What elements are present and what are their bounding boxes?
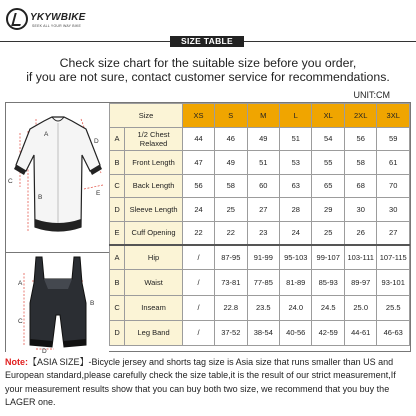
table-cell: 22 (215, 221, 247, 245)
bike-logo-icon (6, 8, 28, 30)
table-cell: 22.8 (215, 295, 247, 320)
table-row (110, 295, 410, 320)
brand-tagline: SEEK ALL YOUR WAY BIKE (32, 24, 82, 28)
table-row (110, 270, 410, 295)
table-cell: 99-107 (312, 245, 344, 270)
jersey-label-e: E (96, 190, 101, 197)
unit-label: UNIT:CM (353, 90, 390, 100)
bib-label-c: C (18, 318, 23, 325)
size-m: M (247, 104, 279, 128)
bib-label-b: B (90, 300, 95, 307)
row-letter: A (110, 245, 125, 270)
table-cell: 95-103 (280, 245, 312, 270)
table-cell: 68 (344, 174, 377, 198)
table-cell: 54 (312, 127, 344, 151)
row-letter: A (110, 127, 125, 151)
table-cell: 59 (377, 127, 410, 151)
table-cell: 89-97 (344, 270, 377, 295)
size-3xl: 3XL (377, 104, 410, 128)
table-cell: 24.0 (280, 295, 312, 320)
row-letter: D (110, 198, 125, 222)
table-cell: 28 (280, 198, 312, 222)
table-cell: 26 (344, 221, 377, 245)
note-text: 【ASIA SIZE】-Bicycle jersey and shorts tag size is Asia size that runs smaller than US and European standard,please carefully check the size table,it is the result of our strict measurement,If your measurement results show that you can buy both two size, we recommend that you buy the LAGER one. (5, 357, 396, 407)
bib-label-d: D (42, 348, 47, 353)
row-letter: B (110, 270, 125, 295)
table-cell: 25 (215, 198, 247, 222)
table-cell: 25.0 (344, 295, 377, 320)
table-cell: / (183, 270, 215, 295)
table-cell: 103-111 (344, 245, 377, 270)
table-cell: 87-95 (215, 245, 247, 270)
table-cell: 49 (247, 127, 279, 151)
row-label: Sleeve Length (125, 198, 183, 222)
table-row (110, 174, 410, 198)
table-cell: 73-81 (215, 270, 247, 295)
table-cell: 49 (215, 151, 247, 175)
table-cell: 70 (377, 174, 410, 198)
row-label: 1/2 Chest Relaxed (125, 127, 183, 151)
row-label: Hip (125, 245, 183, 270)
table-cell: 55 (312, 151, 344, 175)
table-cell: 24 (280, 221, 312, 245)
intro-line-2: if you are not sure, contact customer service for recommendations. (26, 70, 390, 84)
table-cell: 23.5 (247, 295, 279, 320)
row-label: Waist (125, 270, 183, 295)
table-cell: 27 (377, 221, 410, 245)
banner-title: SIZE TABLE (170, 36, 244, 47)
table-cell: 81-89 (280, 270, 312, 295)
table-row (110, 198, 410, 222)
table-cell: 65 (312, 174, 344, 198)
intro-line-1: Check size chart for the suitable size before you order, (59, 56, 357, 70)
bib-label-a: A (18, 280, 23, 287)
table-cell: 24 (183, 198, 215, 222)
jersey-diagram (6, 103, 109, 252)
table-cell: 22 (183, 221, 215, 245)
table-cell: / (183, 320, 215, 345)
table-row (110, 127, 410, 151)
table-cell: 42-59 (312, 320, 344, 345)
size-xl: XL (312, 104, 344, 128)
table-cell: 85-93 (312, 270, 344, 295)
size-l: L (280, 104, 312, 128)
table-cell: 44-61 (344, 320, 377, 345)
table-cell: 107-115 (377, 245, 410, 270)
table-cell: 40-56 (280, 320, 312, 345)
row-letter: D (110, 320, 125, 345)
table-row (110, 221, 410, 245)
bib-shorts-diagram (6, 252, 109, 353)
row-label: Leg Band (125, 320, 183, 345)
bib-shorts-icon (6, 253, 109, 353)
jersey-label-b: B (38, 194, 43, 201)
table-cell: 51 (280, 127, 312, 151)
size-xs: XS (183, 104, 215, 128)
brand-logo (6, 6, 86, 36)
size-table (109, 103, 410, 346)
table-cell: 38-54 (247, 320, 279, 345)
table-row (110, 245, 410, 270)
table-cell: 63 (280, 174, 312, 198)
table-cell: 29 (312, 198, 344, 222)
table-cell: 30 (344, 198, 377, 222)
jersey-label-d: D (94, 138, 99, 145)
size-chart (5, 102, 411, 352)
table-cell: 30 (377, 198, 410, 222)
table-cell: 25 (312, 221, 344, 245)
size-s: S (215, 104, 247, 128)
size-2xl: 2XL (344, 104, 377, 128)
note-label: Note: (5, 357, 28, 367)
table-cell: 91-99 (247, 245, 279, 270)
table-cell: 56 (344, 127, 377, 151)
table-row (110, 320, 410, 345)
table-cell: 60 (247, 174, 279, 198)
table-header-row (110, 104, 410, 128)
table-cell: 58 (344, 151, 377, 175)
table-cell: 37-52 (215, 320, 247, 345)
table-cell: 24.5 (312, 295, 344, 320)
table-cell: 93-101 (377, 270, 410, 295)
brand-name: YKYWBIKE (30, 12, 86, 23)
row-letter: C (110, 295, 125, 320)
size-note (5, 356, 413, 409)
table-cell: 46 (215, 127, 247, 151)
table-cell: 27 (247, 198, 279, 222)
table-row (110, 151, 410, 175)
size-header: Size (110, 104, 183, 128)
jersey-label-c: C (8, 178, 13, 185)
jersey-label-a: A (44, 131, 49, 138)
row-label: Front Length (125, 151, 183, 175)
table-cell: 56 (183, 174, 215, 198)
table-cell: 77-85 (247, 270, 279, 295)
table-cell: 61 (377, 151, 410, 175)
row-label: Cuff Opening (125, 221, 183, 245)
row-label: Back Length (125, 174, 183, 198)
table-cell: 25.5 (377, 295, 410, 320)
table-cell: / (183, 245, 215, 270)
table-cell: 58 (215, 174, 247, 198)
table-cell: 44 (183, 127, 215, 151)
table-cell: 46-63 (377, 320, 410, 345)
table-cell: 51 (247, 151, 279, 175)
table-cell: / (183, 295, 215, 320)
row-letter: B (110, 151, 125, 175)
row-label: Inseam (125, 295, 183, 320)
row-letter: E (110, 221, 125, 245)
table-cell: 47 (183, 151, 215, 175)
table-cell: 23 (247, 221, 279, 245)
title-banner (0, 36, 416, 47)
row-letter: C (110, 174, 125, 198)
jersey-icon (6, 103, 109, 252)
table-cell: 53 (280, 151, 312, 175)
